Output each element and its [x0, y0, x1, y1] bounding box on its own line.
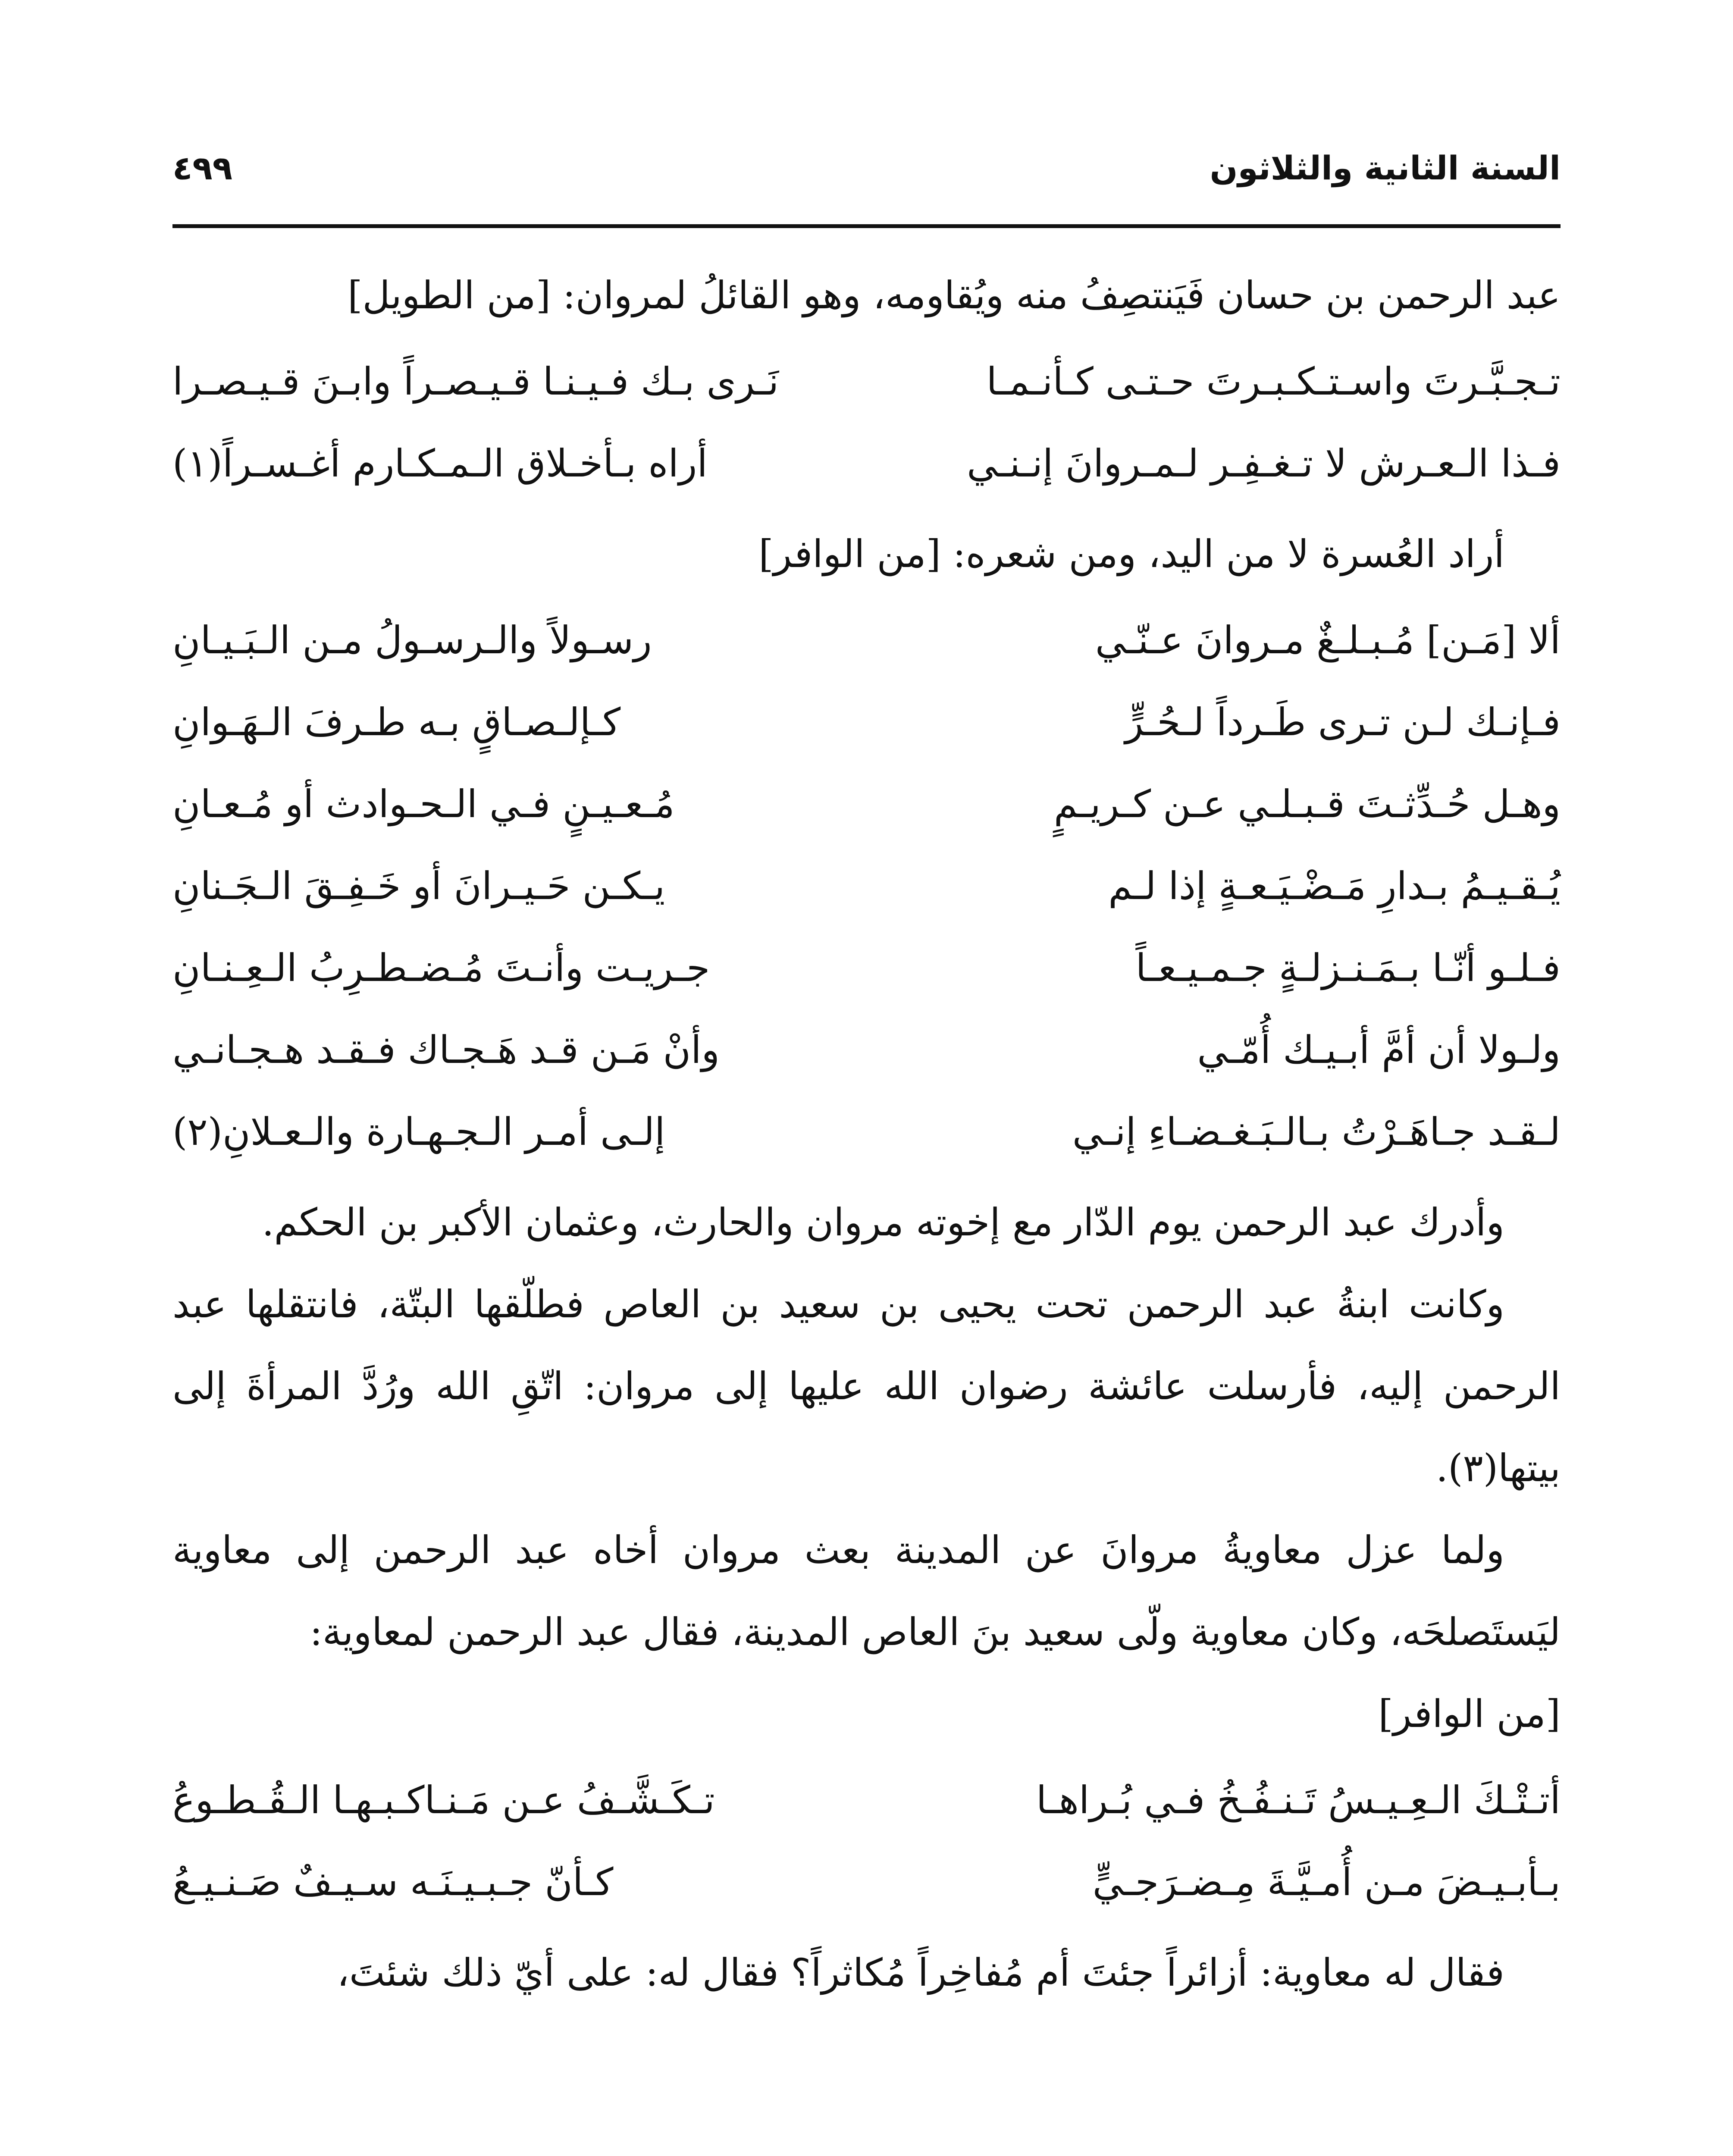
verse-second-hemistich: كـإلـصـاقٍ بـه طـرفَ الـهَـوانِ	[172, 700, 621, 744]
verse-second-hemistich: رسـولاً والـرسـولُ مـن الـبَـيـانِ	[172, 618, 652, 662]
verse-first-hemistich: فـإنـك لـن تـرى طَـرداً لـحُـرٍّ	[1125, 700, 1561, 744]
verse-second-hemistich: جـريـت وأنـتَ مُـضـطـرِبُ الـعِـنـانِ	[172, 946, 710, 990]
verse-line	[172, 763, 1561, 845]
paragraph-1: عبد الرحمن بن حسان فَيَنتصِفُ منه ويُقاومه، وهو القائلُ لمروان: [من الطويل]	[348, 273, 1561, 317]
verse-second-hemistich: تـكَـشَّـفُ عـن مَـنـاكـبـهـا الـقُـطـوعُ	[172, 1778, 715, 1822]
verse-line	[172, 1759, 1561, 1841]
running-header-title: السنة الثانية والثلاثون	[1210, 149, 1561, 187]
verse-first-hemistich: وهـل حُـدِّثـتَ قـبـلـي عـن كـريـمٍ	[1053, 782, 1561, 826]
meter-label: [من الوافر]	[1378, 1692, 1561, 1736]
verse-line	[172, 341, 1561, 423]
verse-second-hemistich: مُـعـيـنٍ فـي الـحـوادث أو مُـعـانِ	[172, 782, 675, 826]
verse-first-hemistich: بـأبـيـضَ مـن أُمـيَّـةَ مِـضـرَجـيٍّ	[1092, 1860, 1561, 1904]
verse-second-hemistich: أراه بـأخـلاق الـمـكـارم أغـسـراً(١)	[172, 441, 708, 486]
verse-line	[172, 1009, 1561, 1091]
paragraph-4: وكانت ابنةُ عبد الرحمن تحت يحيى بن سعيد بن العاص فطلّقها البتّة، فانتقلها عبد الرحمن إليه، فأرسلت عائشة رضوان الله عليها إلى مروان: اتّقِ الله ورُدَّ المرأةَ إلى بيتها(٣).	[172, 1282, 1561, 1490]
page-body	[172, 254, 1561, 2014]
verse-first-hemistich: تـجـبَّـرتَ واسـتـكـبـرتَ حـتـى كـأنـمـا	[986, 359, 1561, 404]
verse-line	[172, 1841, 1561, 1923]
poem-2	[172, 599, 1561, 1173]
verse-line	[172, 845, 1561, 927]
page-number: ٤٩٩	[172, 149, 233, 187]
verse-line	[172, 681, 1561, 763]
verse-second-hemistich: كـأنّ جـبـيـنَـه سـيـفٌ صَـنـيـعُ	[172, 1860, 614, 1904]
verse-second-hemistich: وأنْ مَـن قـد هَـجـاك فـقـد هـجـانـي	[172, 1028, 720, 1072]
verse-first-hemistich: يُـقـيـمُ بـدارِ مَـضْـيَـعـةٍ إذا لـم	[1108, 864, 1561, 908]
verse-line	[172, 423, 1561, 505]
verse-first-hemistich: لـقـد جـاهَـرْتُ بـالـبَـغـضـاءِ إنـي	[1072, 1109, 1561, 1154]
verse-second-hemistich: يـكـن حَـيـرانَ أو خَـفِـقَ الـجَـنانِ	[172, 864, 665, 908]
verse-line	[172, 927, 1561, 1009]
paragraph-5: ولما عزل معاويةُ مروانَ عن المدينة بعث مروان أخاه عبد الرحمن إلى معاوية ليَستَصلحَه، وكان معاوية ولّى سعيد بنَ العاص المدينة، فقال عبد الرحمن لمعاوية:	[172, 1528, 1561, 1654]
verse-second-hemistich: إلـى أمـر الـجـهـارة والـعـلانِ(٢)	[172, 1109, 665, 1154]
verse-first-hemistich: أتـتْـكَ الـعِـيـسُ تَـنـفُـخُ فـي بُـراهـا	[1036, 1778, 1561, 1822]
verse-second-hemistich: نَـرى بـك فـيـنـا قـيـصـراً وابـنَ قـيـصـرا	[172, 359, 779, 404]
verse-first-hemistich: ألا [مَـن] مُـبـلـغٌ مـروانَ عـنّـي	[1095, 618, 1561, 662]
verse-first-hemistich: فـذا الـعـرش لا تـغـفِـر لـمـروانَ إنـنـي	[967, 441, 1561, 486]
verse-first-hemistich: فـلـو أنّـا بـمَـنـزلـةٍ جـمـيـعـاً	[1135, 946, 1561, 990]
verse-line	[172, 1091, 1561, 1173]
verse-line	[172, 599, 1561, 681]
paragraph-2: أراد العُسرة لا من اليد، ومن شعره: [من الوافر]	[758, 532, 1504, 576]
verse-first-hemistich: ولـولا أن أمَّ أبـيـك أُمّـي	[1197, 1028, 1561, 1072]
paragraph-3: وأدرك عبد الرحمن يوم الدّار مع إخوته مروان والحارث، وعثمان الأكبر بن الحكم.	[262, 1200, 1504, 1244]
paragraph-6: فقال له معاوية: أزائراً جئتَ أم مُفاخِراً مُكاثراً؟ فقال له: على أيّ ذلك شئتَ،	[337, 1950, 1504, 1995]
header-rule	[172, 224, 1561, 228]
poem-3	[172, 1759, 1561, 1923]
poem-1	[172, 341, 1561, 505]
